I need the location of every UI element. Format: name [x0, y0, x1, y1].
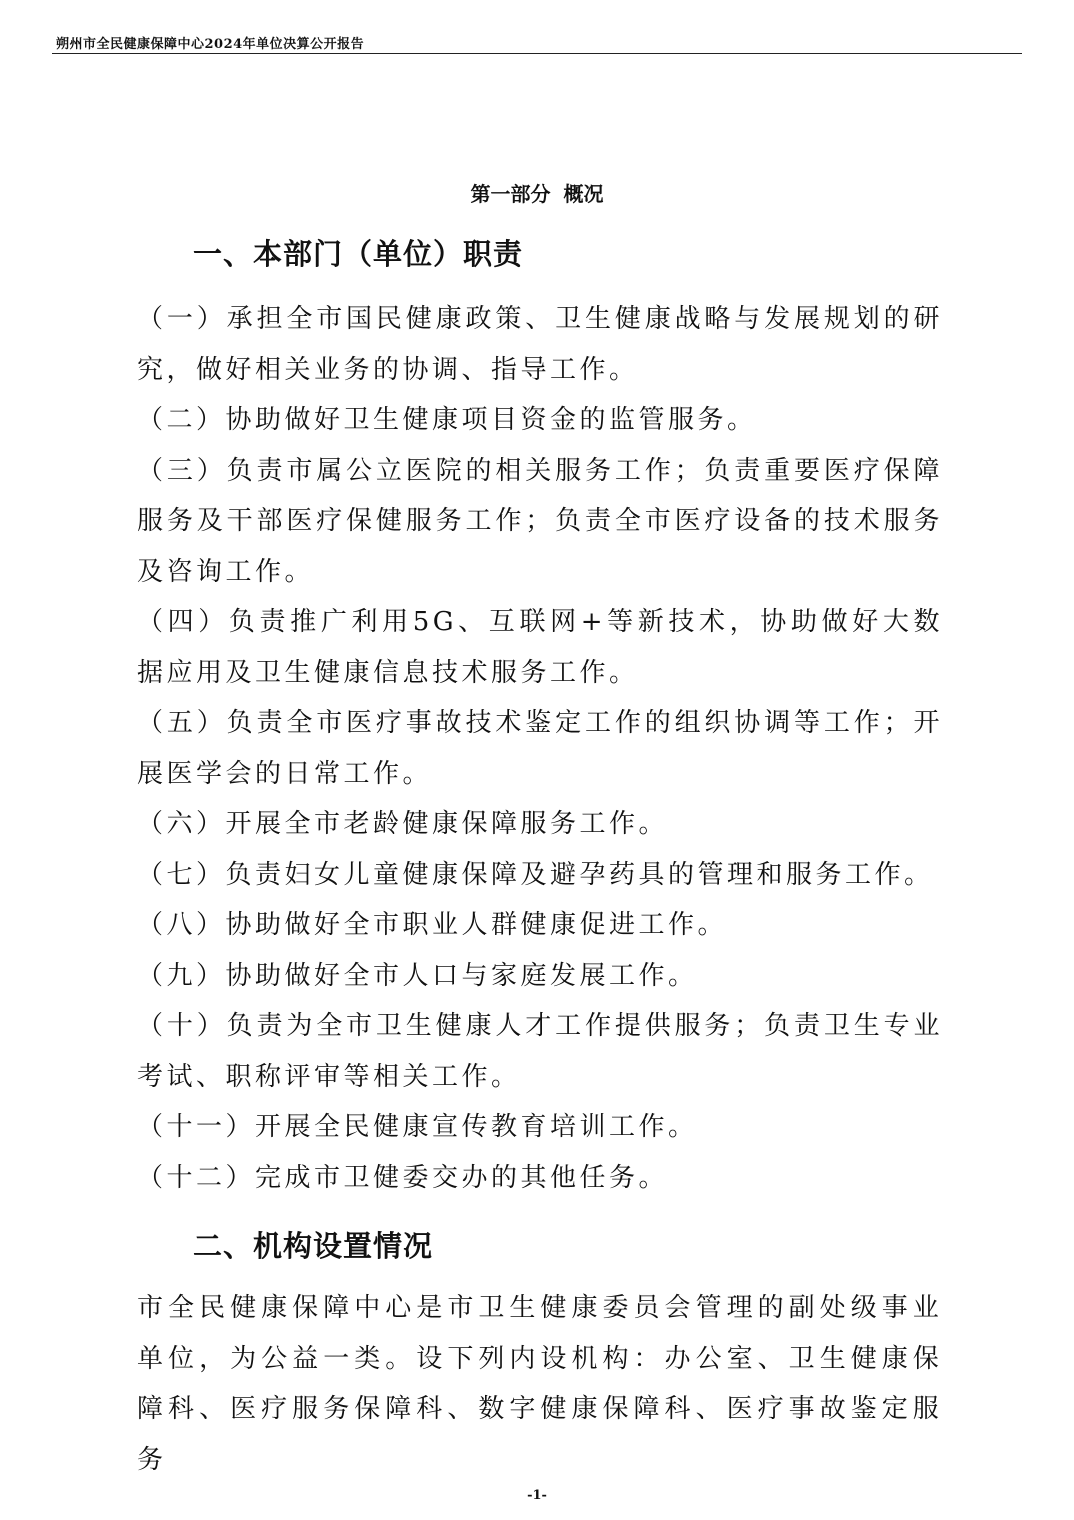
duty-item-3: （三）负责市属公立医院的相关服务工作；负责重要医疗保障服务及干部医疗保健服务工作；负责全市医疗设备的技术服务及咨询工作。: [137, 455, 943, 587]
duty-item-5: （五）负责全市医疗事故技术鉴定工作的组织协调等工作；开展医学会的日常工作。: [137, 708, 943, 789]
duty-item-6: （六）开展全市老龄健康保障服务工作。: [137, 809, 669, 839]
part-title: 第一部分 概况: [470, 182, 604, 206]
duty-item-11: （十一）开展全民健康宣传教育培训工作。: [137, 1112, 698, 1142]
duty-item-10: （十）负责为全市卫生健康人才工作提供服务；负责卫生专业考试、职称评审等相关工作。: [137, 1011, 943, 1092]
page-number: -1-: [527, 1488, 547, 1503]
duty-item-7: （七）负责妇女儿童健康保障及避孕药具的管理和服务工作。: [137, 859, 934, 890]
duty-item-1: （一）承担全市国民健康政策、卫生健康战略与发展规划的研究，做好相关业务的协调、指导工作。: [137, 304, 943, 385]
section-heading-organization: 二、机构设置情况: [193, 1229, 434, 1263]
duties-list: [137, 294, 943, 1203]
header-divider: [52, 53, 1022, 54]
section-heading-duties: 一、本部门（单位）职责: [193, 237, 524, 271]
duty-item-12: （十二）完成市卫健委交办的其他任务。: [137, 1162, 669, 1193]
duty-item-9: （九）协助做好全市人口与家庭发展工作。: [137, 960, 698, 991]
running-header-title: 朔州市全民健康保障中心2024年单位决算公开报告: [56, 37, 365, 52]
duty-item-2: （二）协助做好卫生健康项目资金的监管服务。: [137, 405, 757, 435]
duty-item-8: （八）协助做好全市职业人群健康促进工作。: [137, 910, 728, 940]
duty-item-4: （四）负责推广利用5G、互联网+等新技术，协助做好大数据应用及卫生健康信息技术服务工作。: [137, 607, 943, 688]
organization-paragraph: 市全民健康保障中心是市卫生健康委员会管理的副处级事业单位，为公益一类。设下列内设机构：办公室、卫生健康保障科、医疗服务保障科、数字健康保障科、医疗事故鉴定服务: [137, 1293, 943, 1475]
organization-paragraph-block: [137, 1283, 943, 1485]
